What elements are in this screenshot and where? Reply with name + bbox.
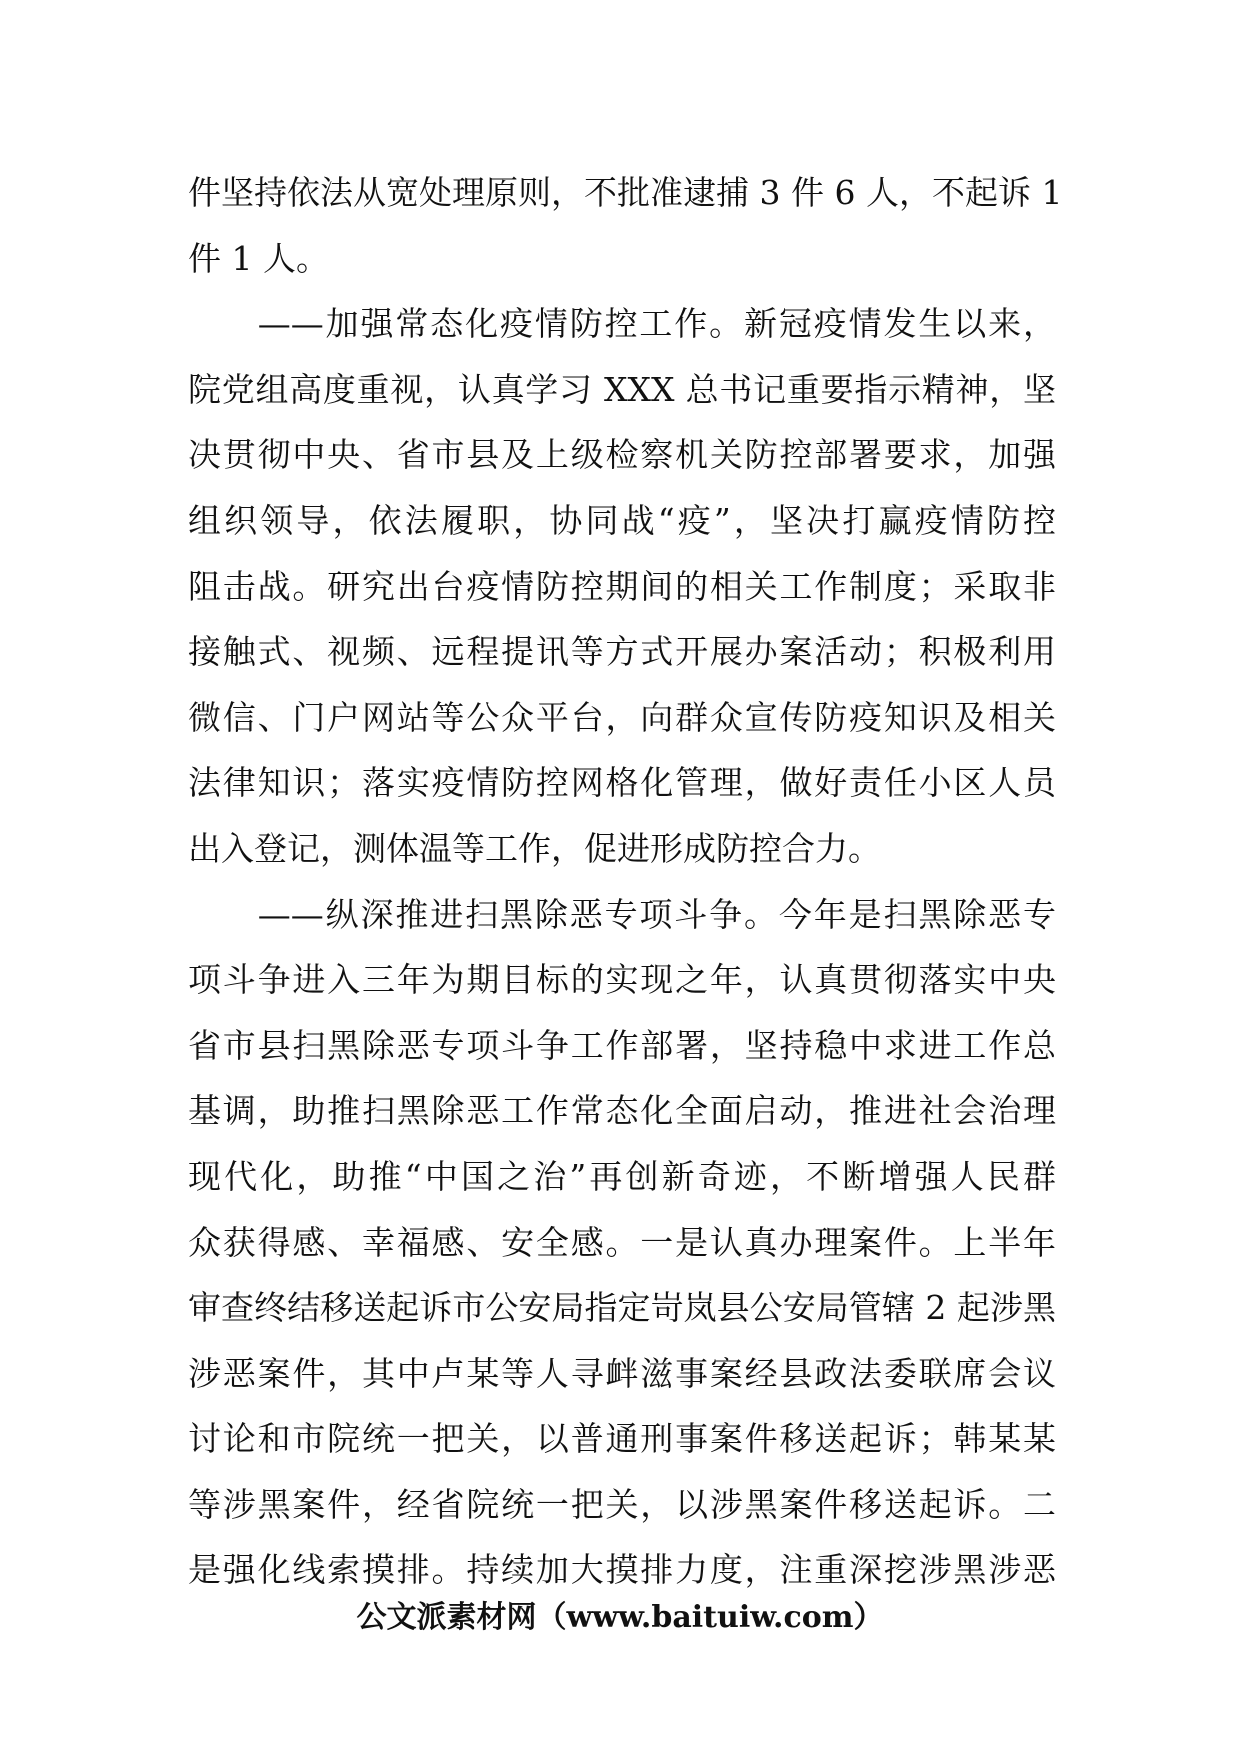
text-line: 出入登记，测体温等工作，促进形成防控合力。 <box>188 828 881 868</box>
text-line: 现代化，助推“中国之治”再创新奇迹，不断增强人民群 <box>188 1156 1056 1196</box>
text-line: 省市县扫黑除恶专项斗争工作部署，坚持稳中求进工作总 <box>188 1025 1056 1065</box>
text-line: 院党组高度重视，认真学习 XXX 总书记重要指示精神，坚 <box>188 369 1056 409</box>
text-line: 接触式、视频、远程提讯等方式开展办案活动；积极利用 <box>188 632 1056 672</box>
text-line: 件坚持依法从宽处理原则，不批准逮捕 3 件 6 人，不起诉 1 <box>188 173 1063 212</box>
text-line: 众获得感、幸福感、安全感。一是认真办理案件。上半年 <box>188 1222 1056 1262</box>
text-line: 讨论和市院统一把关，以普通刑事案件移送起诉；韩某某 <box>188 1419 1056 1459</box>
text-line: 法律知识；落实疫情防控网格化管理，做好责任小区人员 <box>188 763 1056 803</box>
text-line: 组织领导，依法履职，协同战“疫”，坚决打赢疫情防控 <box>188 500 1056 540</box>
document-body <box>188 160 1063 1603</box>
text-line: 基调，助推扫黑除恶工作常态化全面启动，推进社会治理 <box>188 1091 1056 1131</box>
text-line: 件 1 人。 <box>188 238 329 278</box>
text-line: 决贯彻中央、省市县及上级检察机关防控部署要求，加强 <box>188 435 1056 475</box>
text-line: 阻击战。研究出台疫情防控期间的相关工作制度；采取非 <box>188 566 1056 606</box>
text-line: 微信、门户网站等公众平台，向群众宣传防疫知识及相关 <box>188 697 1056 737</box>
text-line: 涉恶案件，其中卢某等人寻衅滋事案经县政法委联席会议 <box>188 1353 1056 1393</box>
text-line: 是强化线索摸排。持续加大摸排力度，注重深挖涉黑涉恶 <box>188 1550 1056 1590</box>
paragraph-start-line: ——加强常态化疫情防控工作。新冠疫情发生以来， <box>188 304 1056 344</box>
page-footer: 公文派素材网（www.baituiw.com） <box>356 1600 884 1635</box>
text-line: 等涉黑案件，经省院统一把关，以涉黑案件移送起诉。二 <box>188 1484 1056 1524</box>
text-line: 审查终结移送起诉市公安局指定岢岚县公安局管辖 2 起涉黑 <box>188 1288 1056 1328</box>
text-line: 项斗争进入三年为期目标的实现之年，认真贯彻落实中央 <box>188 960 1056 1000</box>
paragraph-start-line: ——纵深推进扫黑除恶专项斗争。今年是扫黑除恶专 <box>188 894 1056 934</box>
